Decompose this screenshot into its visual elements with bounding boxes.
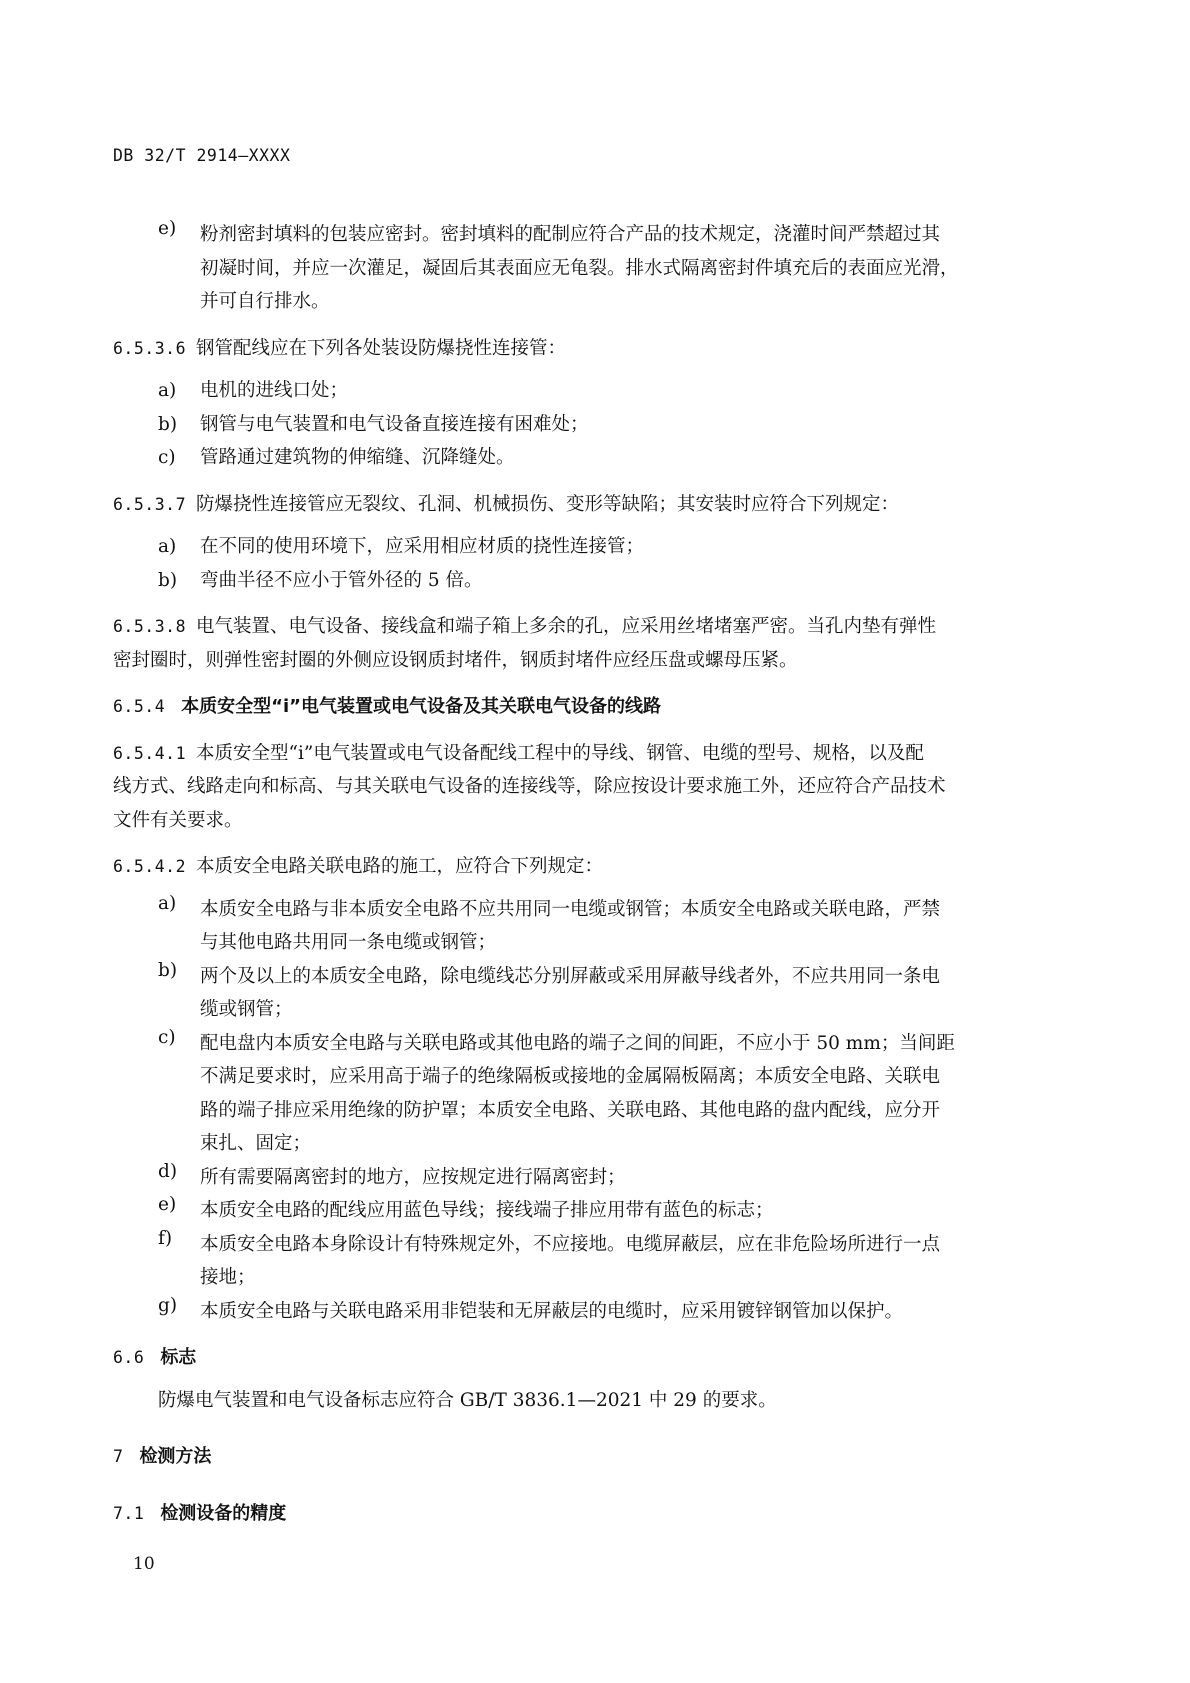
list-item bbox=[113, 564, 1058, 598]
list-item-line: 接地； bbox=[200, 1267, 256, 1288]
list-item-line: 路的端子排应采用绝缘的防护罩；本质安全电路、关联电路、其他电路的盘内配线，应分开 bbox=[200, 1099, 941, 1121]
list-item-line: 两个及以上的本质安全电路，除电缆线芯分别屏蔽或采用屏蔽导线者外，不应共用同一条电 bbox=[200, 965, 941, 987]
list-marker: a) bbox=[158, 380, 177, 401]
list-item-line: 束扎、固定； bbox=[200, 1133, 312, 1154]
list-marker: b) bbox=[158, 413, 178, 435]
section-heading-6-6 bbox=[113, 1341, 1058, 1375]
clause-text: 电气装置、电气设备、接线盒和端子箱上多余的孔，应采用丝堵堵塞严密。当孔内垫有弹性 bbox=[196, 616, 937, 637]
clause-text: 本质安全电路关联电路的施工，应符合下列规定： bbox=[196, 856, 604, 877]
clause-6-5-3-6 bbox=[113, 332, 1058, 366]
chapter-heading-7 bbox=[113, 1440, 1058, 1474]
list-marker: g) bbox=[158, 1294, 178, 1316]
list-item-e bbox=[113, 1194, 1058, 1228]
list-marker: d) bbox=[158, 1160, 178, 1182]
heading-text: 本质安全型“i”电气装置或电气设备及其关联电气设备的线路 bbox=[181, 696, 661, 717]
list-item-g bbox=[113, 1295, 1058, 1329]
list-marker: c) bbox=[158, 447, 176, 468]
list-item-line: 并可自行排水。 bbox=[200, 291, 330, 312]
list-item bbox=[113, 441, 1058, 475]
list-item-a bbox=[113, 893, 1058, 960]
list-item bbox=[113, 408, 1058, 442]
list-marker: e) bbox=[158, 1194, 177, 1215]
clause-number: 6.5.3.8 bbox=[113, 617, 187, 636]
clause-text: 密封圈时，则弹性密封圈的外侧应设钢质封堵件，钢质封堵件应经压盘或螺母压紧。 bbox=[113, 649, 798, 671]
list-item-e bbox=[113, 218, 1058, 319]
list-item-line: 所有需要隔离密封的地方，应按规定进行隔离密封； bbox=[200, 1166, 626, 1188]
list-item-text: 电机的进线口处； bbox=[200, 380, 349, 401]
clause-text: 钢管配线应在下列各处装设防爆挠性连接管： bbox=[196, 337, 567, 359]
clause-text: 文件有关要求。 bbox=[113, 809, 243, 831]
heading-number: 6.5.4 bbox=[113, 697, 166, 716]
list-item-line: 本质安全电路的配线应用蓝色导线；接线端子排应用带有蓝色的标志； bbox=[200, 1200, 774, 1221]
list-item-line: 粉剂密封填料的包装应密封。密封填料的配制应符合产品的技术规定，浇灌时间严禁超过其 bbox=[200, 224, 941, 245]
clause-text: 防爆挠性连接管应无裂纹、孔洞、机械损伤、变形等缺陷；其安装时应符合下列规定： bbox=[196, 493, 900, 515]
list-item-line: 本质安全电路与非本质安全电路不应共用同一电缆或钢管；本质安全电路或关联电路，严禁 bbox=[200, 898, 941, 920]
heading-number: 7.1 bbox=[113, 1503, 145, 1523]
clause-number: 6.5.4.1 bbox=[113, 743, 187, 763]
list-item-line: 本质安全电路本身除设计有特殊规定外，不应接地。电缆屏蔽层，应在非危险场所进行一点 bbox=[200, 1233, 941, 1255]
list-item-text: 管路通过建筑物的伸缩缝、沉降缝处。 bbox=[200, 447, 515, 468]
heading-text: 检测方法 bbox=[139, 1446, 212, 1467]
list-marker: a) bbox=[158, 892, 177, 914]
list-marker: f) bbox=[158, 1227, 173, 1249]
paragraph-marking: 防爆电气装置和电气设备标志应符合 GB/T 3836.1—2021 中 29 的要求。 bbox=[158, 1389, 777, 1411]
list-item-line: 配电盘内本质安全电路与关联电路或其他电路的端子之间的间距，不应小于 50 mm；当间距 bbox=[200, 1032, 955, 1054]
document-id-header: DB 32/T 2914—XXXX bbox=[113, 146, 291, 165]
list-item-line: 不满足要求时，应采用高于端子的绝缘隔板或接地的金属隔板隔离；本质安全电路、关联电 bbox=[200, 1066, 941, 1087]
clause-text: 本质安全型“i”电气装置或电气设备配线工程中的导线、钢管、电缆的型号、规格，以及配 bbox=[196, 742, 924, 764]
clause-number: 6.5.4.2 bbox=[113, 857, 187, 876]
list-item bbox=[113, 374, 1058, 408]
list-item-line: 缆或钢管； bbox=[200, 999, 293, 1020]
clause-number: 6.5.3.7 bbox=[113, 494, 187, 514]
heading-number: 7 bbox=[113, 1447, 124, 1466]
list-marker: b) bbox=[158, 959, 178, 981]
list-item-line: 与其他电路共用同一条电缆或钢管； bbox=[200, 932, 497, 953]
list-item-line: 本质安全电路与关联电路采用非铠装和无屏蔽层的电缆时，应采用镀锌钢管加以保护。 bbox=[200, 1300, 904, 1322]
list-marker: e) bbox=[158, 218, 177, 239]
section-heading-7-1 bbox=[113, 1497, 1058, 1531]
list-item-b bbox=[113, 960, 1058, 1027]
clause-text: 线方式、线路走向和标高、与其关联电气设备的连接线等，除应按设计要求施工外，还应符合产品技术 bbox=[113, 776, 946, 797]
section-heading-6-5-4 bbox=[113, 690, 1058, 724]
heading-text: 检测设备的精度 bbox=[160, 1502, 287, 1524]
list-marker: c) bbox=[158, 1026, 176, 1048]
list-item bbox=[113, 530, 1058, 564]
clause-number: 6.5.3.6 bbox=[113, 338, 187, 358]
clause-6-5-4-2 bbox=[113, 850, 1058, 884]
list-item-line: 初凝时间，并应一次灌足，凝固后其表面应无龟裂。排水式隔离密封件填充后的表面应光滑， bbox=[200, 257, 959, 279]
list-item-d bbox=[113, 1161, 1058, 1195]
list-item-text: 弯曲半径不应小于管外径的 5 倍。 bbox=[200, 569, 483, 591]
heading-number: 6.6 bbox=[113, 1348, 145, 1367]
list-item-f bbox=[113, 1228, 1058, 1295]
list-marker: a) bbox=[158, 536, 177, 557]
page-number: 10 bbox=[133, 1554, 155, 1574]
clause-6-5-3-8 bbox=[113, 610, 1058, 677]
clause-6-5-4-1 bbox=[113, 737, 1058, 838]
heading-text: 标志 bbox=[160, 1347, 197, 1368]
page-body bbox=[113, 218, 1058, 1530]
list-marker: b) bbox=[158, 569, 178, 591]
list-item-c bbox=[113, 1027, 1058, 1161]
list-item-text: 在不同的使用环境下，应采用相应材质的挠性连接管； bbox=[200, 536, 645, 557]
clause-6-5-3-7 bbox=[113, 488, 1058, 522]
list-item-text: 钢管与电气装置和电气设备直接连接有困难处； bbox=[200, 413, 589, 435]
